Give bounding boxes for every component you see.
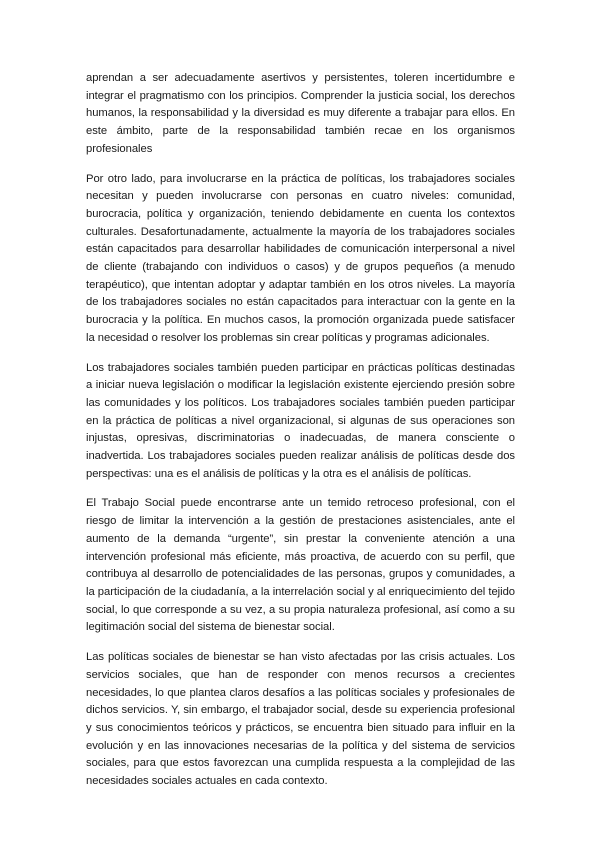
paragraph-3: Los trabajadores sociales también pueden participar en prácticas políticas destinadas a iniciar nueva legislación o modificar la legislación existente ejerciendo presión sobre las comunidades y los políticos. Los trabajadores sociales también pueden participar en la práctica de políticas a nivel organizacional, si algunas de sus operaciones son injustas, opresivas, discriminatorias o inadecuadas, de manera consciente o inadvertida. Los trabajadores sociales pueden realizar análisis de políticas desde dos perspectivas: una es el análisis de políticas y la otra es el análisis de políticas. — [86, 361, 515, 480]
paragraph-5: Las políticas sociales de bienestar se han visto afectadas por las crisis actuales. Los servicios sociales, que han de responder con menos recursos a crecientes necesidades, lo que plantea claros desafíos a las políticas sociales y profesionales de dichos servicios. Y, sin embargo, el trabajador social, desde su experiencia profesional y sus conocimientos teóricos y prácticos, se encuentra bien situado para influir en la evolución y en las innovaciones necesarias de la política y del sistema de servicios sociales, para que estos favorezcan una cumplida respuesta a la complejidad de las necesidades sociales actuales en cada contexto. — [86, 651, 515, 788]
document-body — [86, 70, 515, 803]
paragraph-1: aprendan a ser adecuadamente asertivos y persistentes, toleren incertidumbre e integrar el pragmatismo con los principios. Comprender la justicia social, los derechos humanos, la responsabilidad y la diversidad es muy diferente a trabajar para ellos. En este ámbito, parte de la responsabilidad también recae en los organismos profesionales — [86, 72, 515, 155]
paragraph-2: Por otro lado, para involucrarse en la práctica de políticas, los trabajadores sociales necesitan y pueden involucrarse con personas en cuatro niveles: comunidad, burocracia, política y organización, teniendo debidamente en cuenta los contextos culturales. Desafortunadamente, actualmente la mayoría de los trabajadores sociales están capacitados para desarrollar habilidades de comunicación interpersonal a nivel de cliente (trabajando con individuos o casos) y de grupos pequeños (a menudo terapéutico), que intentan adoptar y adaptar también en los otros niveles. La mayoría de los trabajadores sociales no están capacitados para interactuar con la gente en la burocracia y la política. En muchos casos, la promoción organizada puede satisfacer la necesidad o resolver los problemas sin crear políticas y programas adicionales. — [86, 172, 515, 344]
paragraph-4: El Trabajo Social puede encontrarse ante un temido retroceso profesional, con el riesgo de limitar la intervención a la gestión de prestaciones asistenciales, ante el aumento de la demanda “urgente”, sin prestar la conveniente atención a una intervención profesional más eficiente, más proactiva, de acuerdo con su perfil, que contribuya al desarrollo de potencialidades de las personas, grupos y comunidades, a la participación de la ciudadanía, a la interrelación social y al enriquecimiento del tejido social, lo que corresponde a su vez, a su propia naturaleza profesional, así como a su legitimación social del sistema de bienestar social. — [86, 497, 515, 634]
